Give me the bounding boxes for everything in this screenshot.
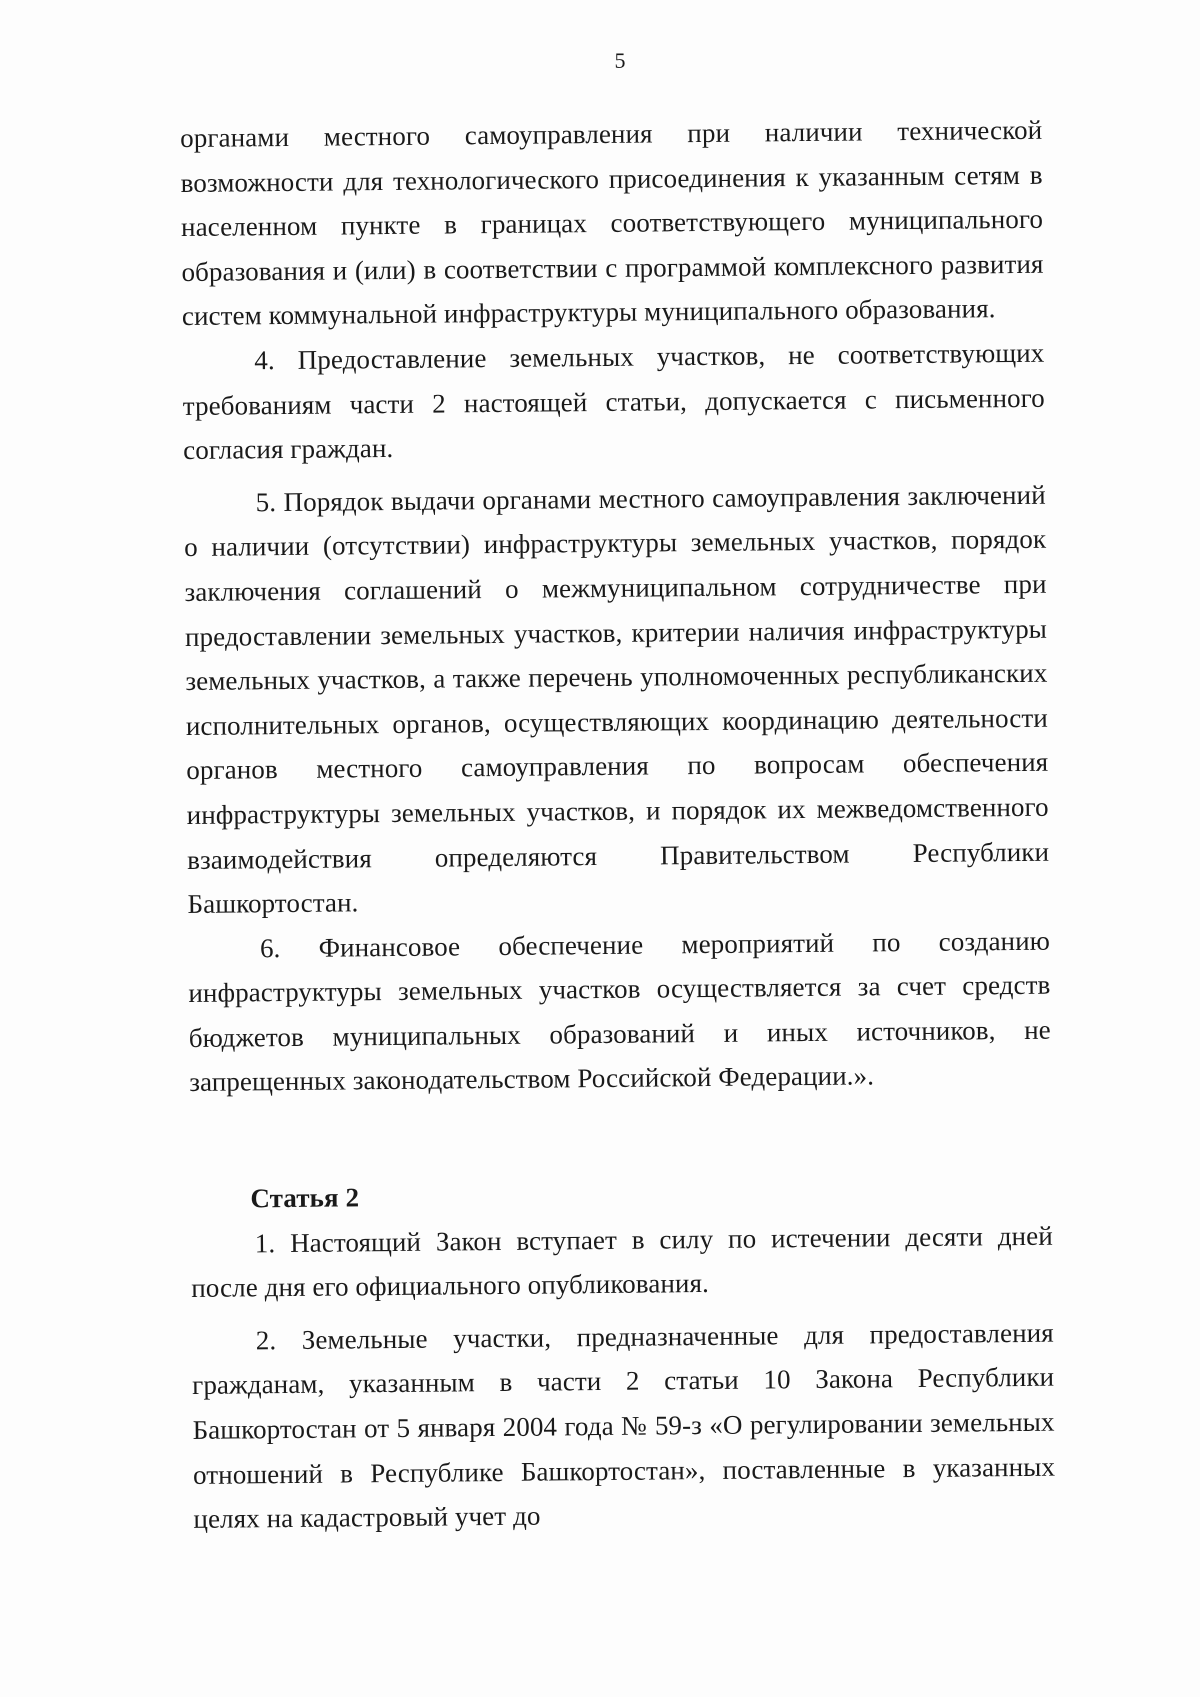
paragraph-article2-item-1: 1. Настоящий Закон вступает в силу по истечении десяти дней после дня его официального опубликования. xyxy=(191,1220,1053,1304)
paragraph-item-6: 6. Финансовое обеспечение мероприятий по созданию инфраструктуры земельных участков осуществляется за счет средств бюджетов муниципальных образований и иных источников, не запрещенных законодательством Российской Федерации.». xyxy=(188,925,1051,1098)
document-body xyxy=(180,108,1056,1542)
paragraph-item-4: 4. Предоставление земельных участков, не соответствующих требованиям части 2 настоящей статьи, допускается с письменного согласия граждан. xyxy=(182,337,1045,466)
page-number: 5 xyxy=(614,48,626,73)
paragraph-item-5: 5. Порядок выдачи органами местного самоуправления заключений о наличии (отсутствии) инфраструктуры земельных участков, порядок заключения соглашений о межмуниципальном сотрудничестве при предоставлении земельных участков, критерии наличия инфраструктуры земельных участков, а также перечень уполномоченных республиканских исполнительных органов, осуществляющих координацию деятельности органов местного самоуправления по вопросам обеспечения инфраструктуры земельных участков, и порядок их межведомственного взаимодействия определяются Правительством Республики Башкортостан. xyxy=(183,479,1050,920)
paragraph-continuation: органами местного самоуправления при наличии технической возможности для технологического присоединения к указанным сетям в населенном пункте в границах соответствующего муниципального образования и (или) в соответствии с программой комплексного развития систем коммунальной инфраструктуры муниципального образования. xyxy=(180,114,1044,332)
paragraph-article2-item-2: 2. Земельные участки, предназначенные для предоставления гражданам, указанным в части 2 статьи 10 Закона Республики Башкортостан от 5 января 2004 года № 59-з «О регулировании земельных отношений в Республике Башкортостан», поставленные в указанных целях на кадастровый учет до xyxy=(192,1317,1056,1535)
article-heading: Статья 2 xyxy=(250,1182,360,1214)
